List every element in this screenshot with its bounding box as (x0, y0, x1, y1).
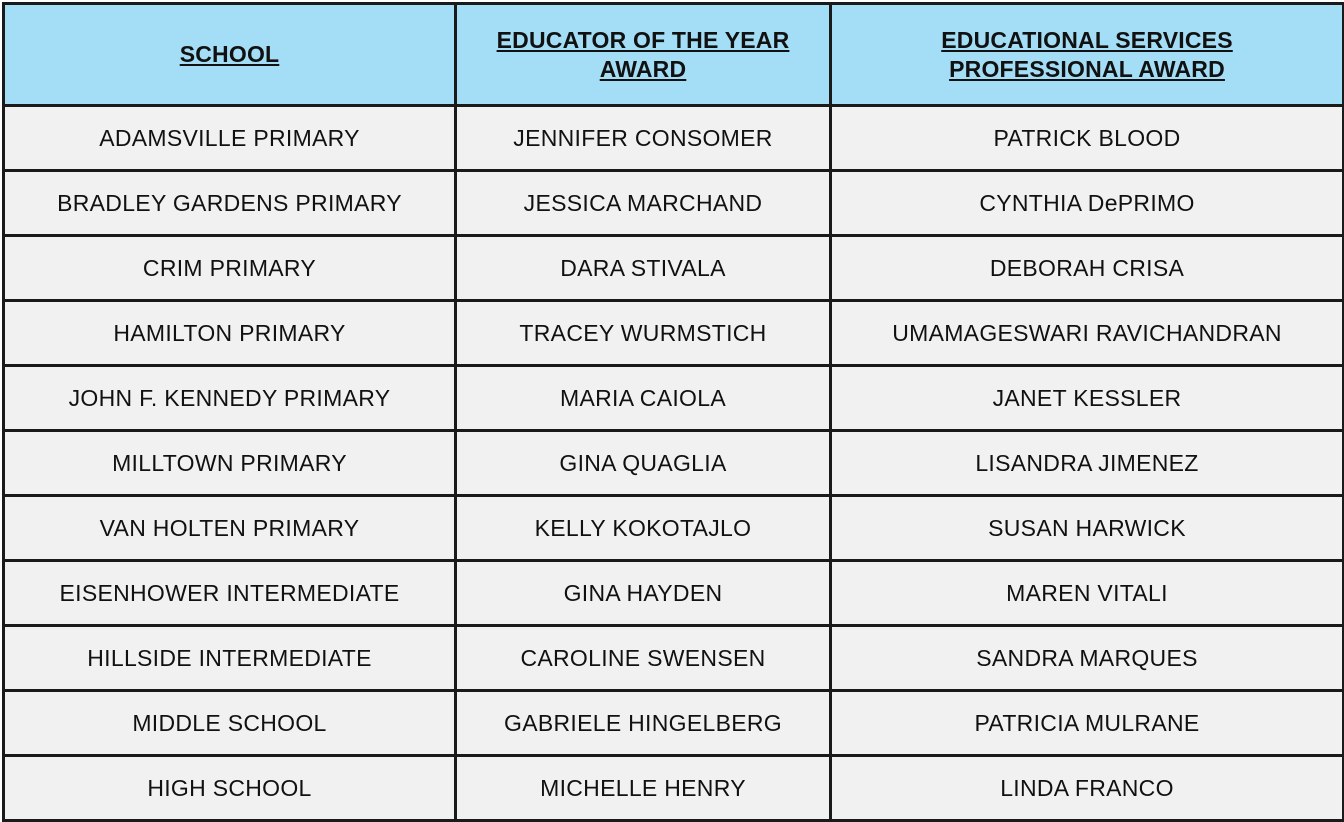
school-cell: MILLTOWN PRIMARY (4, 431, 456, 496)
header-educator-award-line1: EDUCATOR OF THE YEAR (496, 26, 790, 53)
professional-cell: UMAMAGESWARI RAVICHANDRAN (831, 301, 1344, 366)
educator-cell: JESSICA MARCHAND (456, 171, 831, 236)
professional-cell: CYNTHIA DePRIMO (831, 171, 1344, 236)
table-row (4, 561, 1344, 626)
school-cell: MIDDLE SCHOOL (4, 691, 456, 756)
table-row (4, 366, 1344, 431)
educator-cell: GINA HAYDEN (456, 561, 831, 626)
header-row (4, 4, 1344, 106)
educator-cell: GABRIELE HINGELBERG (456, 691, 831, 756)
educator-cell: CAROLINE SWENSEN (456, 626, 831, 691)
professional-cell: LINDA FRANCO (831, 756, 1344, 821)
table-row (4, 431, 1344, 496)
professional-cell: DEBORAH CRISA (831, 236, 1344, 301)
table-body (4, 106, 1344, 821)
table-row (4, 691, 1344, 756)
table-row (4, 171, 1344, 236)
awards-table (2, 2, 1344, 822)
table-row (4, 236, 1344, 301)
educator-cell: MARIA CAIOLA (456, 366, 831, 431)
table-header (4, 4, 1344, 106)
educator-cell: TRACEY WURMSTICH (456, 301, 831, 366)
header-school-label: SCHOOL (179, 41, 280, 67)
school-cell: JOHN F. KENNEDY PRIMARY (4, 366, 456, 431)
header-services-award (831, 4, 1344, 106)
professional-cell: MAREN VITALI (831, 561, 1344, 626)
header-educator-award-line2: AWARD (599, 55, 687, 82)
educator-cell: DARA STIVALA (456, 236, 831, 301)
professional-cell: SUSAN HARWICK (831, 496, 1344, 561)
table-row (4, 496, 1344, 561)
professional-cell: LISANDRA JIMENEZ (831, 431, 1344, 496)
professional-cell: PATRICIA MULRANE (831, 691, 1344, 756)
school-cell: BRADLEY GARDENS PRIMARY (4, 171, 456, 236)
educator-cell: JENNIFER CONSOMER (456, 106, 831, 171)
header-services-award-line2: PROFESSIONAL AWARD (949, 55, 1225, 82)
school-cell: ADAMSVILLE PRIMARY (4, 106, 456, 171)
table-row (4, 301, 1344, 366)
educator-cell: GINA QUAGLIA (456, 431, 831, 496)
school-cell: HILLSIDE INTERMEDIATE (4, 626, 456, 691)
school-cell: HAMILTON PRIMARY (4, 301, 456, 366)
educator-cell: KELLY KOKOTAJLO (456, 496, 831, 561)
table-row (4, 106, 1344, 171)
school-cell: VAN HOLTEN PRIMARY (4, 496, 456, 561)
header-services-award-line1: EDUCATIONAL SERVICES (941, 26, 1233, 53)
school-cell: CRIM PRIMARY (4, 236, 456, 301)
table-row (4, 626, 1344, 691)
header-educator-award (456, 4, 831, 106)
table-row (4, 756, 1344, 821)
professional-cell: JANET KESSLER (831, 366, 1344, 431)
professional-cell: PATRICK BLOOD (831, 106, 1344, 171)
professional-cell: SANDRA MARQUES (831, 626, 1344, 691)
educator-cell: MICHELLE HENRY (456, 756, 831, 821)
header-school (4, 4, 456, 106)
school-cell: HIGH SCHOOL (4, 756, 456, 821)
school-cell: EISENHOWER INTERMEDIATE (4, 561, 456, 626)
